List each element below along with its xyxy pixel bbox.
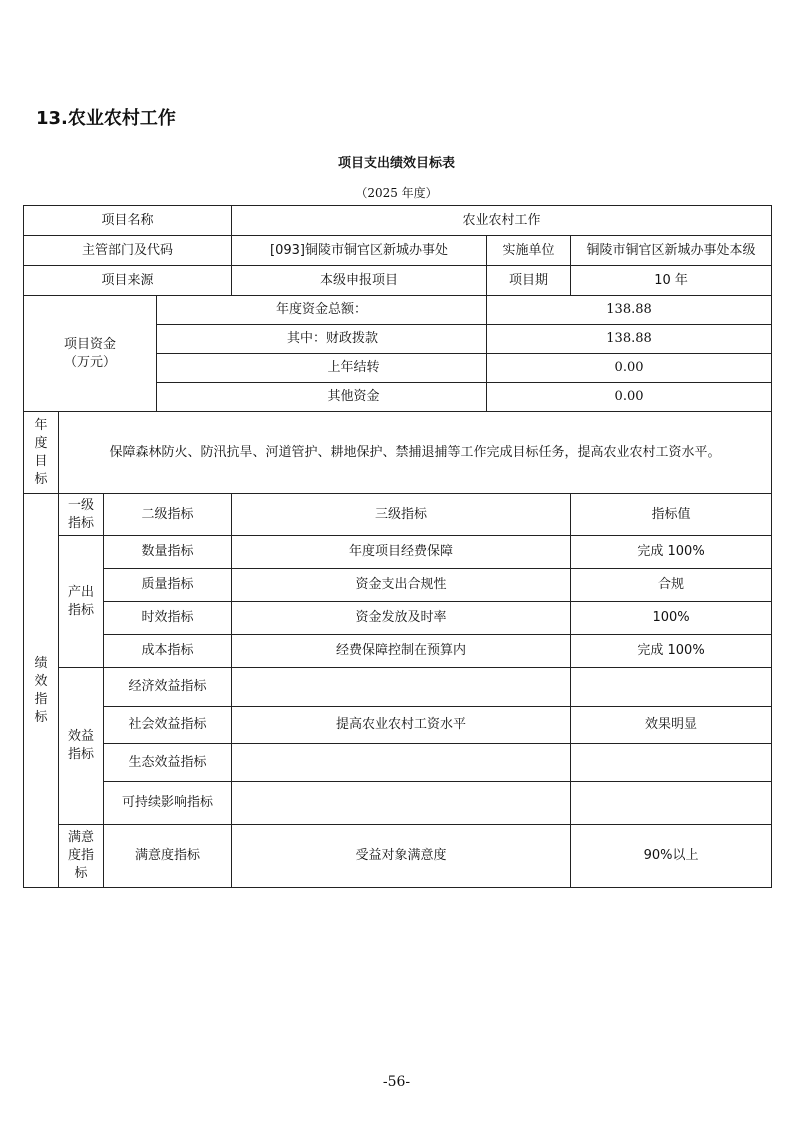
level2-cell: 数量指标 — [104, 536, 232, 569]
level1-header-line1: 一级 — [67, 497, 94, 513]
label-char: 标 — [34, 471, 48, 487]
row-project-name — [24, 206, 772, 236]
table-row — [24, 825, 772, 888]
level2-header: 二级指标 — [104, 494, 232, 536]
value-cell: 效果明显 — [571, 707, 772, 744]
level3-cell: 年度项目经费保障 — [232, 536, 571, 569]
annual-target-label — [24, 412, 59, 494]
row-funds-total — [24, 296, 772, 325]
level2-cell: 生态效益指标 — [104, 744, 232, 782]
value-cell — [571, 744, 772, 782]
table-row — [24, 635, 772, 668]
value-cell: 合规 — [571, 569, 772, 602]
project-name-value: 农业农村工作 — [232, 206, 772, 236]
level1-header — [59, 494, 104, 536]
page-number: -56- — [382, 1074, 411, 1090]
label-char: 目 — [34, 453, 48, 469]
level2-cell: 成本指标 — [104, 635, 232, 668]
table-row — [24, 602, 772, 635]
level3-header: 三级指标 — [232, 494, 571, 536]
table-row — [24, 782, 772, 825]
level3-cell — [232, 668, 571, 707]
label-char: 效 — [34, 673, 48, 689]
label-char: 度 — [34, 435, 48, 451]
funds-label-line2: （万元） — [63, 354, 116, 370]
row-indicator-header — [24, 494, 772, 536]
table-row — [24, 536, 772, 569]
satisfaction-indicator-label — [59, 825, 104, 888]
funds-row-label: 上年结转 — [157, 354, 487, 383]
label-char: 绩 — [34, 655, 48, 671]
funds-row-value: 138.88 — [487, 296, 772, 325]
satisfaction-label-line: 满意 — [67, 830, 94, 845]
level2-cell: 满意度指标 — [104, 825, 232, 888]
output-indicator-label — [59, 536, 104, 668]
year-label: （2025 年度） — [355, 186, 438, 200]
department-value: [093]铜陵市铜官区新城办事处 — [232, 236, 487, 266]
implementing-unit-label: 实施单位 — [487, 236, 571, 266]
value-cell: 90%以上 — [571, 825, 772, 888]
funds-row-label: 年度资金总额： — [157, 296, 487, 325]
level3-cell: 经费保障控制在预算内 — [232, 635, 571, 668]
satisfaction-label-line: 度指 — [67, 848, 94, 863]
table-row — [24, 668, 772, 707]
table-title: 项目支出绩效目标表 — [337, 156, 455, 171]
project-period-value: 10 年 — [571, 266, 772, 296]
funds-row-value: 0.00 — [487, 354, 772, 383]
project-name-label: 项目名称 — [24, 206, 232, 236]
performance-table — [23, 205, 772, 888]
value-cell — [571, 668, 772, 707]
label-char: 指 — [34, 691, 48, 707]
level3-cell: 受益对象满意度 — [232, 825, 571, 888]
level3-cell: 资金支出合规性 — [232, 569, 571, 602]
benefit-label-line2: 指标 — [67, 747, 94, 762]
project-period-label: 项目期 — [487, 266, 571, 296]
level3-cell: 资金发放及时率 — [232, 602, 571, 635]
level2-cell: 时效指标 — [104, 602, 232, 635]
table-row — [24, 569, 772, 602]
value-cell: 完成 100% — [571, 635, 772, 668]
value-cell — [571, 782, 772, 825]
level2-cell: 社会效益指标 — [104, 707, 232, 744]
indicators-label — [24, 494, 59, 888]
funds-row-value: 0.00 — [487, 383, 772, 412]
funds-row-label: 其他资金 — [157, 383, 487, 412]
value-cell: 完成 100% — [571, 536, 772, 569]
level3-cell — [232, 782, 571, 825]
level1-header-line2: 指标 — [67, 515, 94, 531]
implementing-unit-value: 铜陵市铜官区新城办事处本级 — [571, 236, 772, 266]
row-department — [24, 236, 772, 266]
project-source-value: 本级申报项目 — [232, 266, 487, 296]
level3-cell: 提高农业农村工资水平 — [232, 707, 571, 744]
value-header: 指标值 — [571, 494, 772, 536]
label-char: 标 — [34, 709, 48, 725]
section-heading: 13.农业农村工作 — [36, 108, 176, 129]
funds-row-value: 138.88 — [487, 325, 772, 354]
label-char: 年 — [34, 417, 48, 433]
department-label: 主管部门及代码 — [24, 236, 232, 266]
benefit-label-line1: 效益 — [67, 729, 94, 744]
project-source-label: 项目来源 — [24, 266, 232, 296]
table-row — [24, 744, 772, 782]
level3-cell — [232, 744, 571, 782]
satisfaction-label-line: 标 — [74, 866, 88, 881]
output-label-line1: 产出 — [67, 584, 94, 600]
annual-target-text: 保障森林防火、防汛抗旱、河道管护、耕地保护、禁捕退捕等工作完成目标任务，提高农业农村工资水平。 — [59, 412, 772, 494]
row-annual-target — [24, 412, 772, 494]
funds-row-label: 其中：财政拨款 — [157, 325, 487, 354]
row-source — [24, 266, 772, 296]
level2-cell: 经济效益指标 — [104, 668, 232, 707]
level2-cell: 可持续影响指标 — [104, 782, 232, 825]
funds-label-line1: 项目资金 — [63, 336, 116, 352]
output-label-line2: 指标 — [67, 602, 94, 618]
table-row — [24, 707, 772, 744]
benefit-indicator-label — [59, 668, 104, 825]
level2-cell: 质量指标 — [104, 569, 232, 602]
value-cell: 100% — [571, 602, 772, 635]
funds-label — [24, 296, 157, 412]
